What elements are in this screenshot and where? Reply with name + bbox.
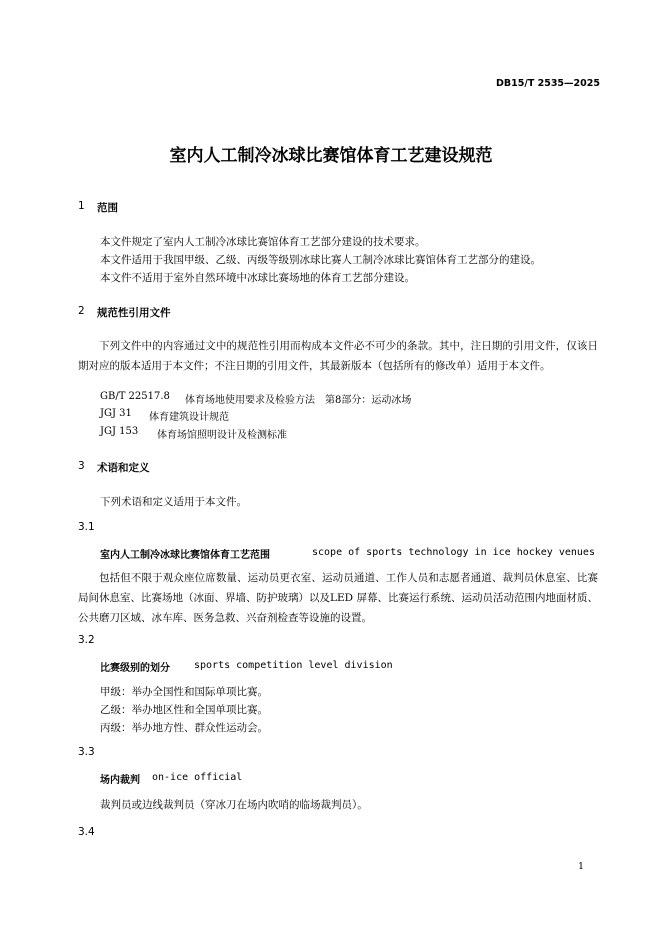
- section-2-intro: 下列文件中的内容通过文中的规范性引用而构成本文件必不可少的条款。其中，注日期的引用文件，仅该日期对应的版本适用于本文件；不注日期的引用文件，其最新版本（包括所有的修改单）适用于本文件。: [78, 340, 598, 372]
- level-a-line: 甲级：举办全国性和国际单项比赛。: [100, 686, 268, 698]
- term-3-1-number: 3.1: [78, 521, 95, 533]
- term-3-3-english: on-ice official: [152, 772, 243, 783]
- level-b-line: 乙级：举办地区性和全国单项比赛。: [100, 704, 268, 716]
- reference-code: JGJ 31: [100, 408, 132, 419]
- section-3-intro: 下列术语和定义适用于本文件。: [100, 496, 247, 508]
- page-number: 1: [577, 861, 584, 872]
- term-3-1-definition: 包括但不限于观众座位席数量、运动员更衣室、运动员通道、工作人员和志愿者通道、裁判员休息室、比赛局间休息室、比赛场地（冰面、界墙、防护玻璃）以及LED 屏幕、比赛运行系统、运动员活动范围内地面材质、公共磨刀区域、冰车库、医务急救、兴奋剂检查等设施的设置。: [78, 572, 598, 624]
- section-2-number: 2: [78, 305, 85, 317]
- reference-code: JGJ 153: [100, 426, 139, 437]
- reference-code: GB/T 22517.8: [100, 391, 170, 402]
- term-3-1-chinese: 室内人工制冷冰球比赛馆体育工艺范围: [100, 550, 270, 561]
- term-3-2-english: sports competition level division: [194, 660, 393, 671]
- section-1-title: 范围: [97, 202, 118, 214]
- reference-title: 体育场地使用要求及检验方法 第8部分：运动冰场: [185, 395, 412, 406]
- term-3-4-number: 3.4: [78, 826, 95, 838]
- term-3-2-number: 3.2: [78, 634, 95, 646]
- section-3-title: 术语和定义: [97, 462, 150, 474]
- section-1-para-2: 本文件适用于我国甲级、乙级、丙级等级别冰球比赛人工制冷冰球比赛馆体育工艺部分的建设。: [100, 254, 541, 266]
- term-3-3-number: 3.3: [78, 746, 95, 758]
- section-1-para-3: 本文件不适用于室外自然环境中冰球比赛场地的体育工艺部分建设。: [100, 272, 415, 284]
- section-1-para-1: 本文件规定了室内人工制冷冰球比赛馆体育工艺部分建设的技术要求。: [100, 236, 426, 248]
- reference-title: 体育场馆照明设计及检测标准: [157, 430, 287, 441]
- level-c-line: 丙级：举办地方性、群众性运动会。: [100, 722, 268, 734]
- term-3-1-english: scope of sports technology in ice hockey venues: [312, 547, 595, 558]
- reference-title: 体育建筑设计规范: [149, 412, 229, 423]
- term-3-3-definition: 裁判员或边线裁判员（穿冰刀在场内吹哨的临场裁判员）。: [100, 799, 368, 811]
- section-2-title: 规范性引用文件: [97, 307, 171, 319]
- term-3-2-chinese: 比赛级别的划分: [100, 663, 170, 674]
- section-1-number: 1: [78, 200, 85, 212]
- document-title: 室内人工制冷冰球比赛馆体育工艺建设规范: [169, 146, 493, 166]
- term-3-3-chinese: 场内裁判: [100, 775, 140, 786]
- section-3-number: 3: [78, 460, 85, 472]
- document-code: DB15/T 2535—2025: [496, 78, 600, 89]
